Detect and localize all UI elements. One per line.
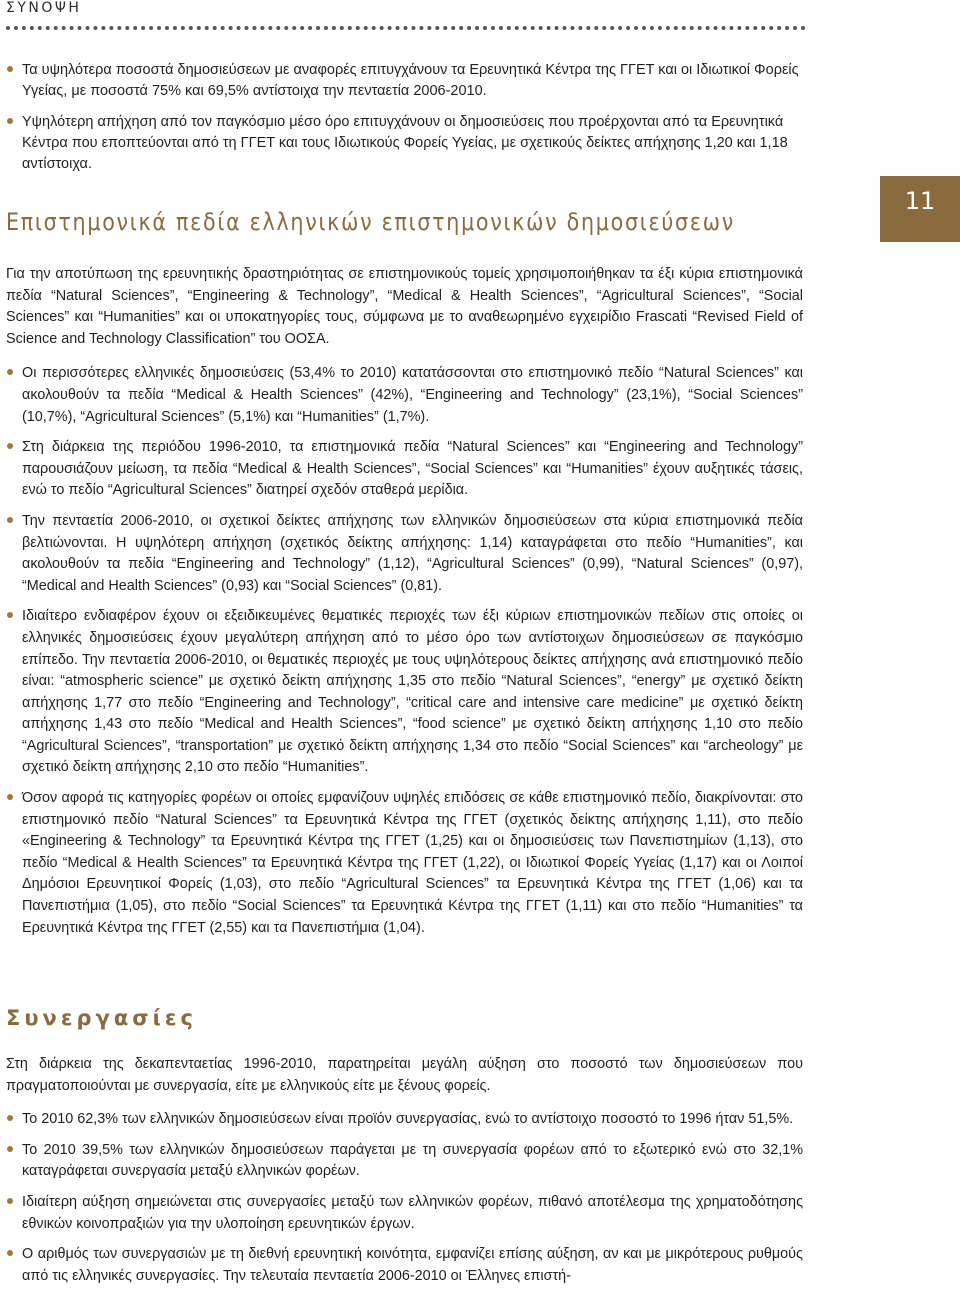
- section-label: ΣΥΝΟΨΗ: [6, 0, 82, 16]
- scientific-fields-bullet: Οι περισσότερες ελληνικές δημοσιεύσεις (53,4% το 2010) κατατάσσονται στο επιστημονικό πεδίο “Natural Sciences” και ακολουθούν τα πεδία “Medical & Health Sciences” (42%), “Engineering and Technology” (23,1%), “Social Sciences” (10,7%), “Agricultural Sciences” (5,1%) και “Humanities” (1,7%).: [6, 363, 803, 428]
- scientific-fields-bullet: Την πενταετία 2006-2010, οι σχετικοί δείκτες απήχησης των ελληνικών δημοσιεύσεων στα κύρια επιστημονικά πεδία βελτιώνονται. Η υψηλότερη απήχηση (σχετικός δείκτης απήχησης: 1,14) καταγράφεται στο πεδίο “Humanities”, και ακολουθούν τα πεδία “Engineering and Technology” (1,12), “Agricultural Sciences” (0,99), “Natural Sciences” (0,97), “Medical and Health Sciences” (0,93) και “Social Sciences” (0,81).: [6, 511, 803, 597]
- section-heading-scientific-fields: Επιστημονικά πεδία ελληνικών επιστημονικών δημοσιεύσεων: [6, 208, 735, 236]
- collaborations-bullet: Ιδιαίτερη αύξηση σημειώνεται στις συνεργασίες μεταξύ των ελληνικών φορέων, πιθανό αποτέλεσμα της χρηματοδότησης εθνικών κοινοπραξιών για την υλοποίηση ερευνητικών έργων.: [6, 1192, 803, 1235]
- scientific-fields-paragraph: Για την αποτύπωση της ερευνητικής δραστηριότητας σε επιστημονικούς τομείς χρησιμοποιήθηκαν τα έξι κύρια επιστημονικά πεδία “Natural Sciences”, “Engineering & Technology”, “Medical & Health Sciences”, “Agricultural Sciences”, “Social Sciences” και “Humanities” και οι υποκατηγορίες τους, σύμφωνα με το αναθεωρημένο εγχειρίδιο Frascati “Revised Field of Science and Technology Classification” του ΟΟΣΑ.: [6, 266, 803, 347]
- collaborations-bullet: Το 2010 62,3% των ελληνικών δημοσιεύσεων είναι προϊόν συνεργασίας, ενώ το αντίστοιχο ποσοστό το 1996 ήταν 51,5%.: [6, 1109, 803, 1131]
- scientific-fields-body: [6, 264, 803, 948]
- dotted-divider: [6, 26, 806, 30]
- scientific-fields-bullet-list: [6, 363, 803, 939]
- intro-block: [6, 60, 806, 185]
- scientific-fields-bullet: Στη διάρκεια της περιόδου 1996-2010, τα επιστημονικά πεδία “Natural Sciences” και “Engineering and Technology” παρουσιάζουν μείωση, τα πεδία “Medical & Health Sciences”, “Social Sciences” και “Humanities” έχουν αυξητικές τάσεις, ενώ το πεδίο “Agricultural Sciences” διατηρεί σχεδόν σταθερά μερίδια.: [6, 437, 803, 502]
- intro-bullet-list: [6, 60, 806, 175]
- collaborations-bullet-list: [6, 1109, 803, 1287]
- collaborations-body: [6, 1054, 803, 1296]
- section-heading-collaborations: Συνεργασίες: [6, 1006, 197, 1030]
- collaborations-bullet: Το 2010 39,5% των ελληνικών δημοσιεύσεων παράγεται με τη συνεργασία φορέων από το εξωτερικό ενώ στο 32,1% καταγράφεται συνεργασία μεταξύ ελληνικών φορέων.: [6, 1140, 803, 1183]
- scientific-fields-bullet: Όσον αφορά τις κατηγορίες φορέων οι οποίες εμφανίζουν υψηλές επιδόσεις σε κάθε επιστημονικό πεδίο, διακρίνονται: στο επιστημονικό πεδίο “Natural Sciences” τα Ερευνητικά Κέντρα της ΓΓΕΤ (σχετικός δείκτης απήχησης 1,11), στο πεδίο «Engineering & Technology” τα Ερευνητικά Κέντρα της ΓΓΕΤ (1,25) και οι δημοσιεύσεις των Πανεπιστημίων (1,13), στο πεδίο “Medical & Health Sciences” τα Ερευνητικά Κέντρα της ΓΓΕΤ (1,22), οι Ιδιωτικοί Φορείς Υγείας (1,17) και οι Λοιποί Δημόσιοι Ερευνητικοί Φορείς (1,03), στο πεδίο “Agricultural Sciences” τα Ερευνητικά Κέντρα της ΓΓΕΤ (1,06) και τα Πανεπιστήμια (1,05), στο πεδίο “Social Sciences” τα Ερευνητικά Κέντρα της ΓΓΕΤ (1,11) και στο πεδίο “Humanities” τα Ερευνητικά Κέντρα της ΓΓΕΤ (2,55) και τα Πανεπιστήμια (1,04).: [6, 788, 803, 939]
- scientific-fields-bullet: Ιδιαίτερο ενδιαφέρον έχουν οι εξειδικευμένες θεματικές περιοχές των έξι κύριων επιστημονικών πεδίων στις οποίες οι ελληνικές δημοσιεύσεις έχουν μεγαλύτερη απήχηση από το μέσο όρο των αντίστοιχων δημοσιεύσεων σε παγκόσμιο επίπεδο. Την πενταετία 2006-2010, οι θεματικές περιοχές με τους υψηλότερους δείκτες απήχησης ανά επιστημονικό πεδίο είναι: “atmospheric science” με σχετικό δείκτη απήχησης 1,35 στο πεδίο “Natural Sciences”, “energy” με σχετικό δείκτη απήχησης 1,77 στο πεδίο “Engineering and Technology”, “critical care and intensive care medicine” με σχετικό δείκτη απήχησης 1,43 στο πεδίο “Medical and Health Sciences”, “food science” με σχετικό δείκτη απήχησης 1,10 στο πεδίο “Agricultural Sciences”, “transportation” με σχετικό δείκτη απήχησης 1,34 στο πεδίο “Social Sciences” και “archeology” με σχετικό δείκτη απήχησης 2,10 στο πεδίο “Humanities”.: [6, 606, 803, 779]
- intro-bullet: Υψηλότερη απήχηση από τον παγκόσμιο μέσο όρο επιτυγχάνουν οι δημοσιεύσεις που προέρχονται από τα Ερευνητικά Κέντρα που εποπτεύονται από τη ΓΓΕΤ και τους Ιδιωτικούς Φορείς Υγείας, με σχετικούς δείκτες απήχησης 1,20 και 1,18 αντίστοιχα.: [6, 112, 806, 175]
- collaborations-bullet: Ο αριθμός των συνεργασιών με τη διεθνή ερευνητική κοινότητα, εμφανίζει επίσης αύξηση, αν και με μικρότερους ρυθμούς από τις ελληνικές συνεργασίες. Την τελευταία πενταετία 2006-2010 οι Έλληνες επιστή-: [6, 1244, 803, 1287]
- collaborations-paragraph: Στη διάρκεια της δεκαπενταετίας 1996-2010, παρατηρείται μεγάλη αύξηση στο ποσοστό των δημοσιεύσεων που πραγματοποιούνται με συνεργασία, είτε με ελληνικούς είτε με ξένους φορείς.: [6, 1056, 803, 1094]
- intro-bullet: Τα υψηλότερα ποσοστά δημοσιεύσεων με αναφορές επιτυγχάνουν τα Ερευνητικά Κέντρα της ΓΓΕΤ και οι Ιδιωτικοί Φορείς Υγείας, με ποσοστά 75% και 69,5% αντίστοιχα την πενταετία 2006-2010.: [6, 60, 806, 102]
- page-number-tab: 11: [880, 176, 960, 242]
